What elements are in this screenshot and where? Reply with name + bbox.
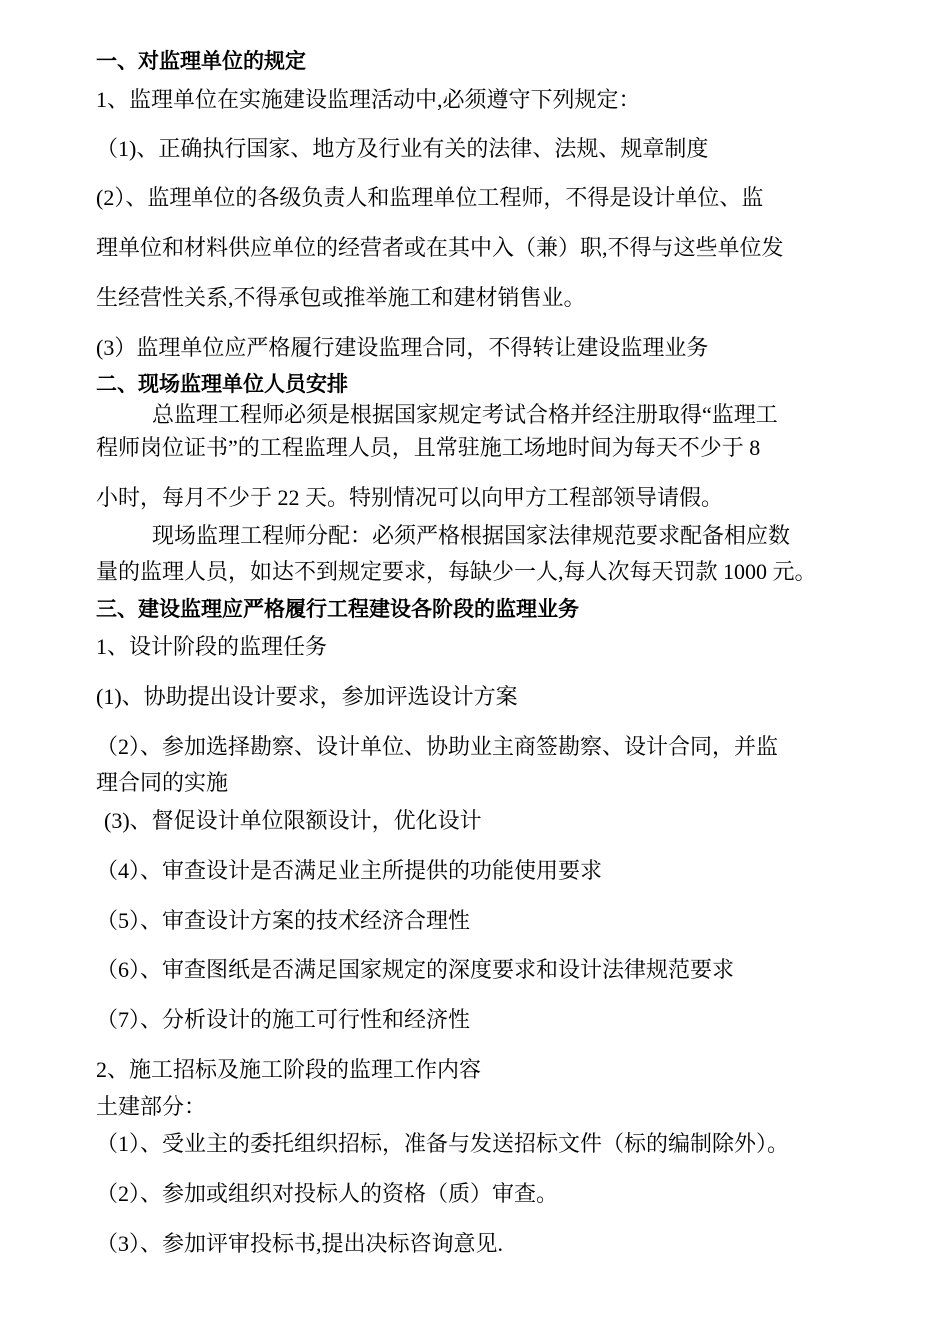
design-task-5: （5）、审查设计方案的技术经济合理性: [96, 908, 471, 933]
section-2-paragraph-2-line-2: 量的监理人员，如达不到规定要求，每缺少一人,每人次每天罚款 1000 元。: [96, 559, 817, 584]
design-task-7: （7）、分析设计的施工可行性和经济性: [96, 1007, 471, 1032]
design-task-2-line-1: （2）、参加选择勘察、设计单位、协助业主商签勘察、设计合同，并监: [96, 734, 779, 759]
section-1-item-2-line-1: (2）、监理单位的各级负责人和监理单位工程师，不得是设计单位、监: [96, 185, 764, 210]
section-1-item-1: （1)、正确执行国家、地方及行业有关的法律、法规、规章制度: [96, 136, 709, 161]
section-1-heading: 一、对监理单位的规定: [96, 50, 306, 73]
construction-task-3: （3）、参加评审投标书,提出决标咨询意见.: [96, 1231, 504, 1256]
design-task-4: （4）、审查设计是否满足业主所提供的功能使用要求: [96, 858, 603, 883]
design-task-2-line-2: 理合同的实施: [96, 770, 229, 795]
section-2-paragraph-1-line-1: 总监理工程师必须是根据国家规定考试合格并经注册取得“监理工: [152, 402, 778, 427]
section-3-heading: 三、建设监理应严格履行工程建设各阶段的监理业务: [96, 598, 579, 621]
construction-task-2: （2）、参加或组织对投标人的资格（质）审查。: [96, 1181, 559, 1206]
section-3-sub-2: 2、施工招标及施工阶段的监理工作内容: [96, 1057, 482, 1082]
section-2-paragraph-2-line-1: 现场监理工程师分配：必须严格根据国家法律规范要求配备相应数: [152, 523, 791, 548]
section-3-sub-1: 1、设计阶段的监理任务: [96, 634, 328, 659]
section-2-paragraph-1-line-2: 程师岗位证书”的工程监理人员，且常驻施工场地时间为每天不少于 8: [96, 435, 761, 460]
section-1-item-3: (3）监理单位应严格履行建设监理合同，不得转让建设监理业务: [96, 335, 709, 360]
section-1-item-2-line-2: 理单位和材料供应单位的经营者或在其中入（兼）职,不得与这些单位发: [96, 235, 784, 260]
design-task-6: （6）、审查图纸是否满足国家规定的深度要求和设计法律规范要求: [96, 957, 735, 982]
design-task-3: (3)、督促设计单位限额设计，优化设计: [104, 808, 482, 833]
section-1-item-2-line-3: 生经营性关系,不得承包或推举施工和建材销售业。: [96, 285, 586, 310]
section-1-intro: 1、监理单位在实施建设监理活动中,必须遵守下列规定：: [96, 87, 641, 112]
design-task-1: (1)、协助提出设计要求，参加评选设计方案: [96, 684, 518, 709]
section-2-paragraph-1-line-3: 小时，每月不少于 22 天。特别情况可以向甲方工程部领导请假。: [96, 485, 724, 510]
section-2-heading: 二、现场监理单位人员安排: [96, 373, 348, 396]
civil-works-label: 土建部分：: [96, 1094, 207, 1119]
construction-task-1: （1）、受业主的委托组织招标，准备与发送招标文件（标的编制除外）。: [96, 1131, 790, 1156]
